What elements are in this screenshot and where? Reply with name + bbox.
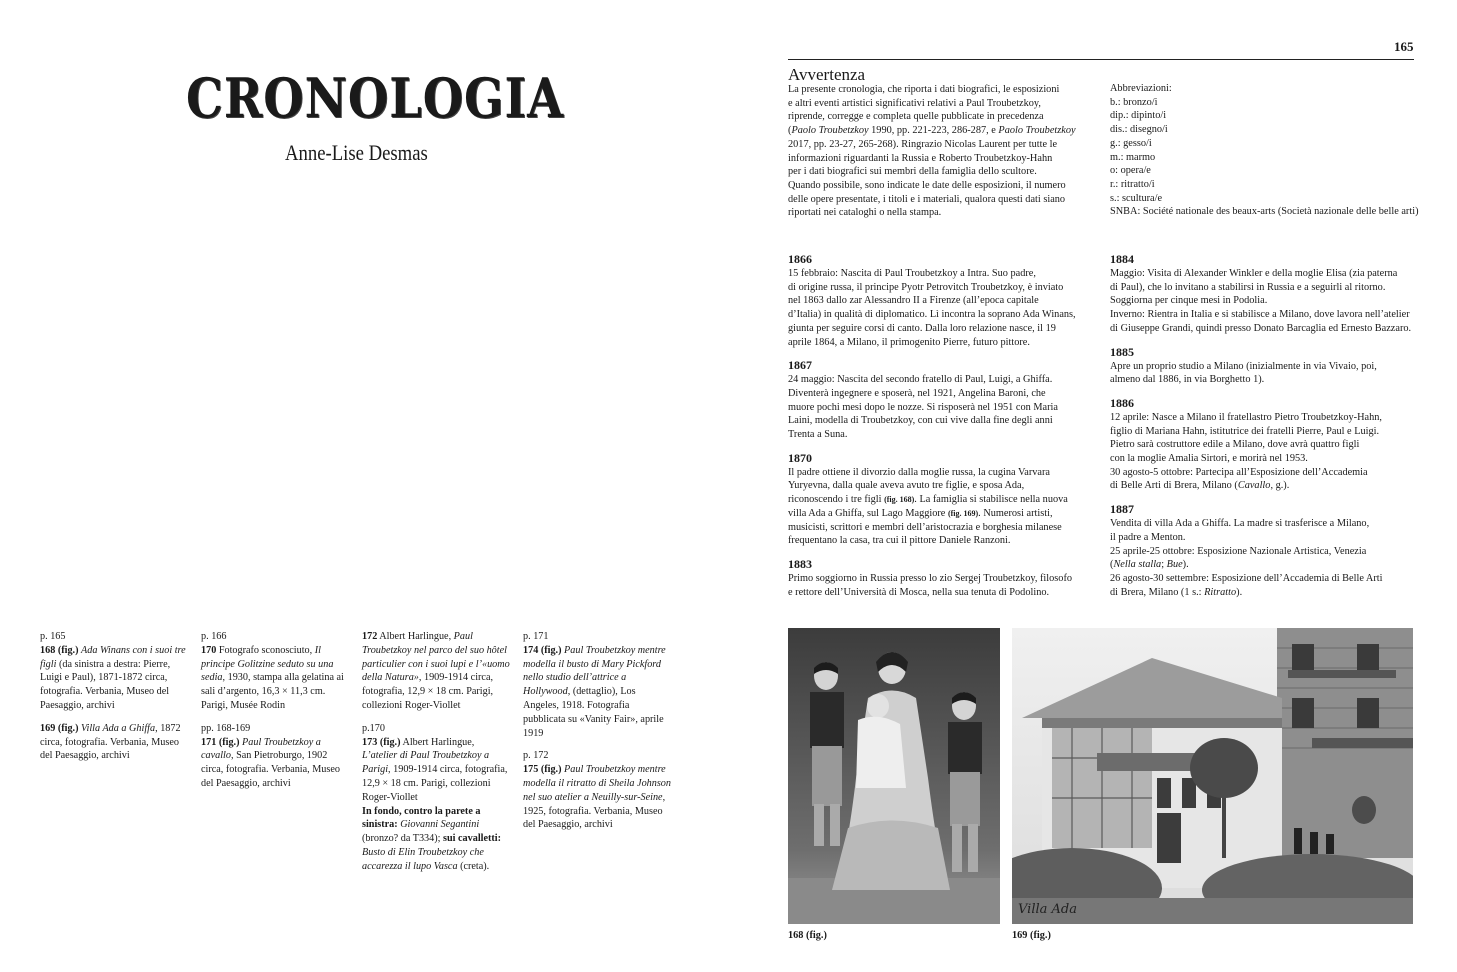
chronology-year: 1866: [788, 252, 812, 266]
caption-text: 168 (fig.) Ada Winans con i suoi tre figli (da sinistra a destra: Pierre, Luigi e Paul), 1871-1872 circa, fotografia. Verbania, Museo del Paesaggio, archivi: [40, 644, 186, 711]
chronology-year: 1870: [788, 450, 812, 465]
abbreviation-item: r.: ritratto/i: [1110, 178, 1155, 190]
header-rule: [788, 59, 1414, 60]
caption-page-ref: p. 165: [40, 631, 66, 642]
caption-column-2: [201, 630, 351, 800]
photo-ada-winans-children: [788, 628, 1000, 924]
caption-entry: [201, 722, 351, 791]
page-number: 165: [1394, 39, 1414, 54]
author-name: Anne-Lise Desmas: [285, 140, 428, 165]
caption-page-ref: pp. 168-169: [201, 722, 251, 734]
caption-entry: [362, 630, 512, 713]
caption-page-ref: p.170: [362, 722, 385, 734]
chronology-entry: 12 aprile: Nasce a Milano il fratellastro Pietro Troubetzkoy-Hahn, figlio di Mariana Hahn, istitutrice dei fratelli Pierre, Paul e Luigi. Pietro sarà costruttore edile a Milano, dove avrà quattro figli con la moglie Amalia Sirtori, e morirà nel 1953. 30 agosto-5 ottobre: Partecipa all’Esposizione dell’Accademia di Belle Arti di Brera, Milano (Cavallo, g.).: [1110, 411, 1382, 492]
chronology-year: 1886: [1110, 395, 1134, 410]
caption-column-4: [523, 630, 673, 841]
chronology-year: 1887: [1110, 502, 1134, 517]
chronology-entry: Vendita di villa Ada a Ghiffa. La madre si trasferisce a Milano, il padre a Menton. 25 aprile-25 ottobre: Esposizione Nazionale Artistica, Venezia (Nella stalla; Bue). 26 agosto-30 settembre: Esposizione dell’Accademia di Belle Arti di Brera, Milano (1 s.: Ritratto).: [1110, 518, 1383, 598]
chronology-year: 1885: [1110, 344, 1134, 359]
abbreviation-item: SNBA: Société nationale des beaux-arts (Società nazionale delle belle arti): [1110, 206, 1419, 218]
chronology-entry: Primo soggiorno in Russia presso lo zio Sergej Troubetzkoy, filosofo e rettore dell’Università di Mosca, nella sua tenuta di Podolino.: [788, 572, 1073, 598]
caption-entry: [362, 722, 512, 874]
caption-entry: [40, 722, 190, 763]
caption-text: 174 (fig.) Paul Troubetzkoy mentre modella il busto di Mary Pickford nello studio dell’attrice a Hollywood, (dettaglio), Los Angeles, 1918. Fotografia pubblicata su «Vanity Fair», aprile 1919: [523, 644, 666, 739]
caption-column-3: [362, 630, 512, 883]
chronology-year: 1867: [788, 358, 812, 373]
abbreviation-item: dis.: disegno/i: [1110, 124, 1168, 136]
photo-inscription: Villa Ada: [1018, 902, 1077, 917]
chronology-entry: Apre un proprio studio a Milano (inizialmente in via Vivaio, poi, almeno dal 1886, in via Borghetto 1).: [1110, 360, 1377, 386]
chronology-entry: Il padre ottiene il divorzio dalla moglie russa, la cugina Varvara Yuryevna, dalla quale aveva avuto tre figlie, e sposa Ada, riconoscendo i tre figli (fig. 168). La famiglia si stabilisce nella nuova villa Ada a Ghiffa, sul Lago Maggiore (fig. 169). Numerosi artisti, musicisti, scrittori e membri dell’aristocrazia e borghesia milanese frequentano la casa, tra cui il pittore Daniele Ranzoni.: [788, 466, 1068, 547]
photo-villa-ada: [1012, 628, 1413, 924]
caption-text: 173 (fig.) Albert Harlingue, L’atelier di Paul Troubetzkoy a Parigi, 1909-1914 circa, fotografia, 12,9 × 18 cm. Parigi, collezioni Roger-Viollet In fondo, contro la parete a sinistra: Giovanni Segantini (bronzo? da T334); sui cavalletti: Busto di Elin Troubetzkoy che accarezza il lupo Vasca (creta).: [362, 736, 508, 872]
caption-text: 172 Albert Harlingue, Paul Troubetzkoy nel parco del suo hôtel particulier con i suoi lupi e l’«uomo della Natura», 1909-1914 circa, fotografia, 12,9 × 18 cm. Parigi, collezioni Roger-Viollet: [362, 631, 510, 711]
chronology-column-2: [1110, 252, 1420, 599]
chronology-year: 1884: [1110, 252, 1134, 266]
caption-entry: [40, 630, 190, 713]
chapter-title: CRONOLOGIA: [186, 66, 565, 130]
caption-text: 175 (fig.) Paul Troubetzkoy mentre modella il ritratto di Sheila Johnson nel suo atelier a Neuilly-sur-Seine, 1925, fotografia. Verbania, Museo del Paesaggio, archivi: [523, 764, 671, 831]
caption-text: 169 (fig.) Villa Ada a Ghiffa, 1872 circa, fotografia. Verbania, Museo del Paesaggio, archivi: [40, 722, 181, 762]
abbreviation-item: o: opera/e: [1110, 165, 1151, 177]
abbreviation-item: b.: bronzo/i: [1110, 96, 1158, 108]
abbreviation-item: Abbreviazioni:: [1110, 83, 1172, 94]
caption-page-ref: p. 171: [523, 631, 549, 642]
caption-text: 170 Fotografo sconosciuto, Il principe Golitzine seduto su una sedia, 1930, stampa alla gelatina ai sali d’argento, 16,3 × 11,3 cm. Parigi, Musée Rodin: [201, 644, 344, 711]
abbreviation-item: m.: marmo: [1110, 151, 1156, 163]
abbreviation-item: s.: scultura/e: [1110, 192, 1163, 204]
abbreviation-item: dip.: dipinto/i: [1110, 110, 1167, 122]
caption-entry: [523, 749, 673, 832]
caption-entry: [523, 630, 673, 740]
caption-text: 171 (fig.) Paul Troubetzkoy a cavallo, San Pietroburgo, 1902 circa, fotografia. Verbania, Museo del Paesaggio, archivi: [201, 736, 340, 789]
caption-page-ref: p. 166: [201, 631, 227, 642]
abbreviation-item: g.: gesso/i: [1110, 137, 1152, 149]
chronology-entry: 24 maggio: Nascita del secondo fratello di Paul, Luigi, a Ghiffa. Diventerà ingegnere e sposerà, nel 1921, Angelina Baroni, che muore pochi mesi dopo le nozze. Si risposerà nel 1951 con Maria Laini, modella di Troubetzkoy, con cui vive dalla fine degli anni Trenta a Suna.: [788, 374, 1058, 441]
chronology-year: 1883: [788, 556, 812, 571]
abbreviations-list: [1110, 82, 1419, 219]
chronology-column-1: [788, 252, 1098, 599]
figure-169-caption: 169 (fig.): [1012, 930, 1051, 941]
intro-paragraph: La presente cronologia, che riporta i dati biografici, le esposizioni e altri eventi artistici significativi relativi a Paul Troubetzkoy, riprende, corregge e completa quelle pubblicate in precedenza (Paolo Troubetzkoy 1990, pp. 221-223, 286-287, e Paolo Troubetzkoy 2017, pp. 23-27, 265-268). Ringrazio Nicolas Laurent per tutte le informazioni riguardanti la Russia e Roberto Troubetzkoy-Hahn per i dati biografici sui membri della famiglia dello scultore. Quando possibile, sono indicate le date delle esposizioni, il numero delle opere presentate, i titoli e i materiali, qualora questi dati siano riportati nei cataloghi o nella stampa.: [788, 84, 1076, 219]
section-heading: Avvertenza: [788, 65, 866, 84]
caption-entry: [201, 630, 351, 713]
caption-page-ref: p. 172: [523, 750, 549, 762]
chronology-entry: 15 febbraio: Nascita di Paul Troubetzkoy a Intra. Suo padre, di origine russa, il principe Pyotr Petrovitch Troubetzkoy, è inviato nel 1863 dallo zar Alessandro II a Firenze (all’epoca capitale d’Italia) in qualità di diplomatico. Lì incontra la soprano Ada Winans, giunta per seguire corsi di canto. Dalla loro relazione nasce, il 19 aprile 1864, a Milano, il primogenito Pierre, futuro pittore.: [788, 268, 1076, 348]
figure-168-caption: 168 (fig.): [788, 930, 827, 941]
chronology-entry: Maggio: Visita di Alexander Winkler e della moglie Elisa (zia paterna di Paul), che lo invitano a stabilirsi in Russia e a seguirli al ritorno. Soggiorna per cinque mesi in Podolia. Inverno: Rientra in Italia e si stabilisce a Milano, dove lavora nell’atelier di Giuseppe Grandi, quindi presso Donato Barcaglia ed Ernesto Bazzaro.: [1110, 268, 1412, 334]
caption-column-1: [40, 630, 190, 772]
